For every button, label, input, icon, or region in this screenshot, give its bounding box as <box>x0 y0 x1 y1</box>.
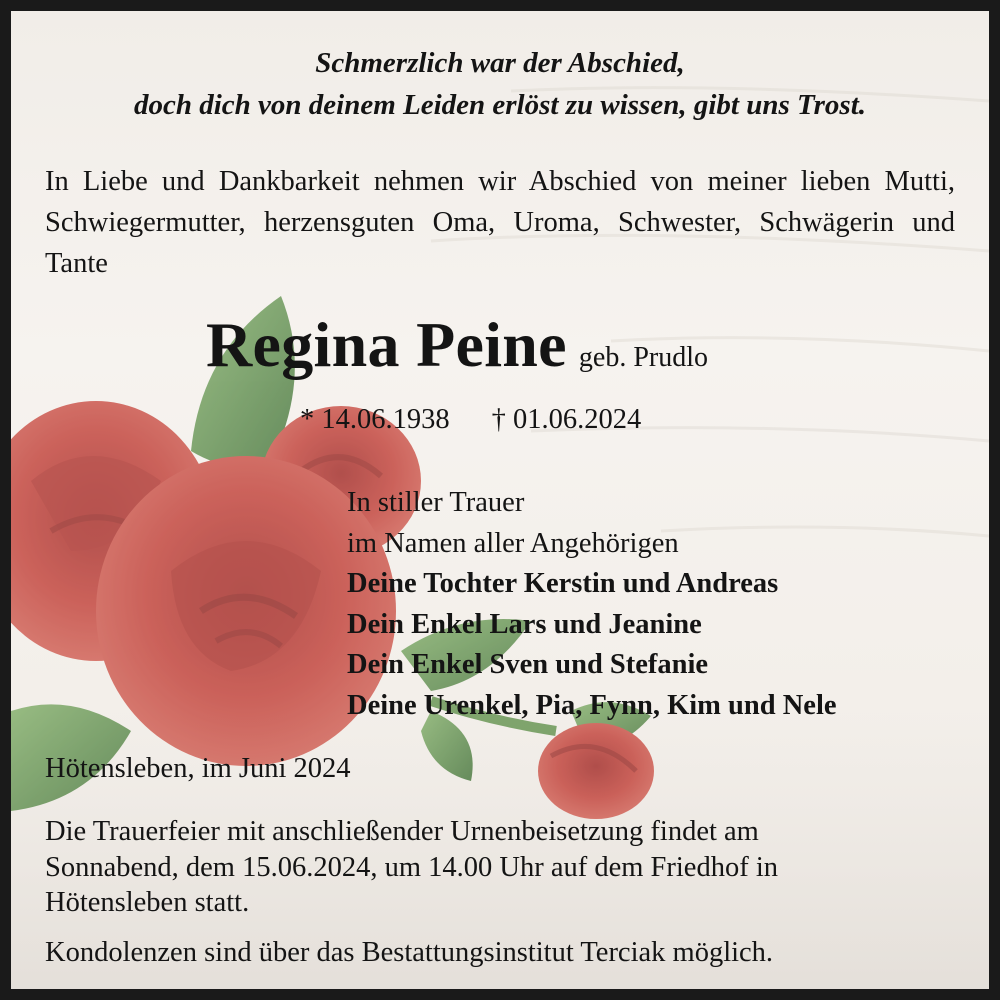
intro-text: In Liebe und Dankbarkeit nehmen wir Abschied von meiner lieben Mutti, Schwiegermutter, herzensguten Oma, Uroma, Schwester, Schwägerin und Tante <box>45 166 955 279</box>
birth-name: geb. Prudlo <box>578 342 708 373</box>
deceased-name: Regina Peine <box>206 309 567 380</box>
condolences-note: Kondolenzen sind über das Bestattungsinstitut Terciak möglich. <box>45 937 774 968</box>
funeral-info <box>45 814 955 921</box>
family-member: Deine Tochter Kerstin und Andreas <box>347 568 779 599</box>
motto-line-1: Schmerzlich war der Abschied, <box>315 47 685 79</box>
deceased-name-line <box>206 305 708 385</box>
place-and-date: Hötensleben, im Juni 2024 <box>45 753 351 784</box>
family-member: Dein Enkel Sven und Stefanie <box>347 649 709 680</box>
funeral-line-1: Die Trauerfeier mit anschließender Urnenbeisetzung findet am <box>45 816 759 847</box>
family-member: Dein Enkel Lars und Jeanine <box>347 608 702 640</box>
mourners-block <box>347 483 837 726</box>
family-member: Deine Urenkel, Pia, Fynn, Kim und Nele <box>347 689 837 721</box>
mourning-phrase: In stiller Trauer <box>347 487 525 518</box>
funeral-line-2: Sonnabend, dem 15.06.2024, um 14.00 Uhr auf dem Friedhof in <box>45 851 778 883</box>
death-date: † 01.06.2024 <box>491 404 642 435</box>
relatives-phrase: im Namen aller Angehörigen <box>347 527 679 559</box>
motto <box>11 42 989 126</box>
life-dates <box>300 400 641 440</box>
birth-date: * 14.06.1938 <box>300 404 450 435</box>
motto-line-2: doch dich von deinem Leiden erlöst zu wissen, gibt uns Trost. <box>133 89 867 121</box>
funeral-line-3: Hötensleben statt. <box>45 887 250 918</box>
